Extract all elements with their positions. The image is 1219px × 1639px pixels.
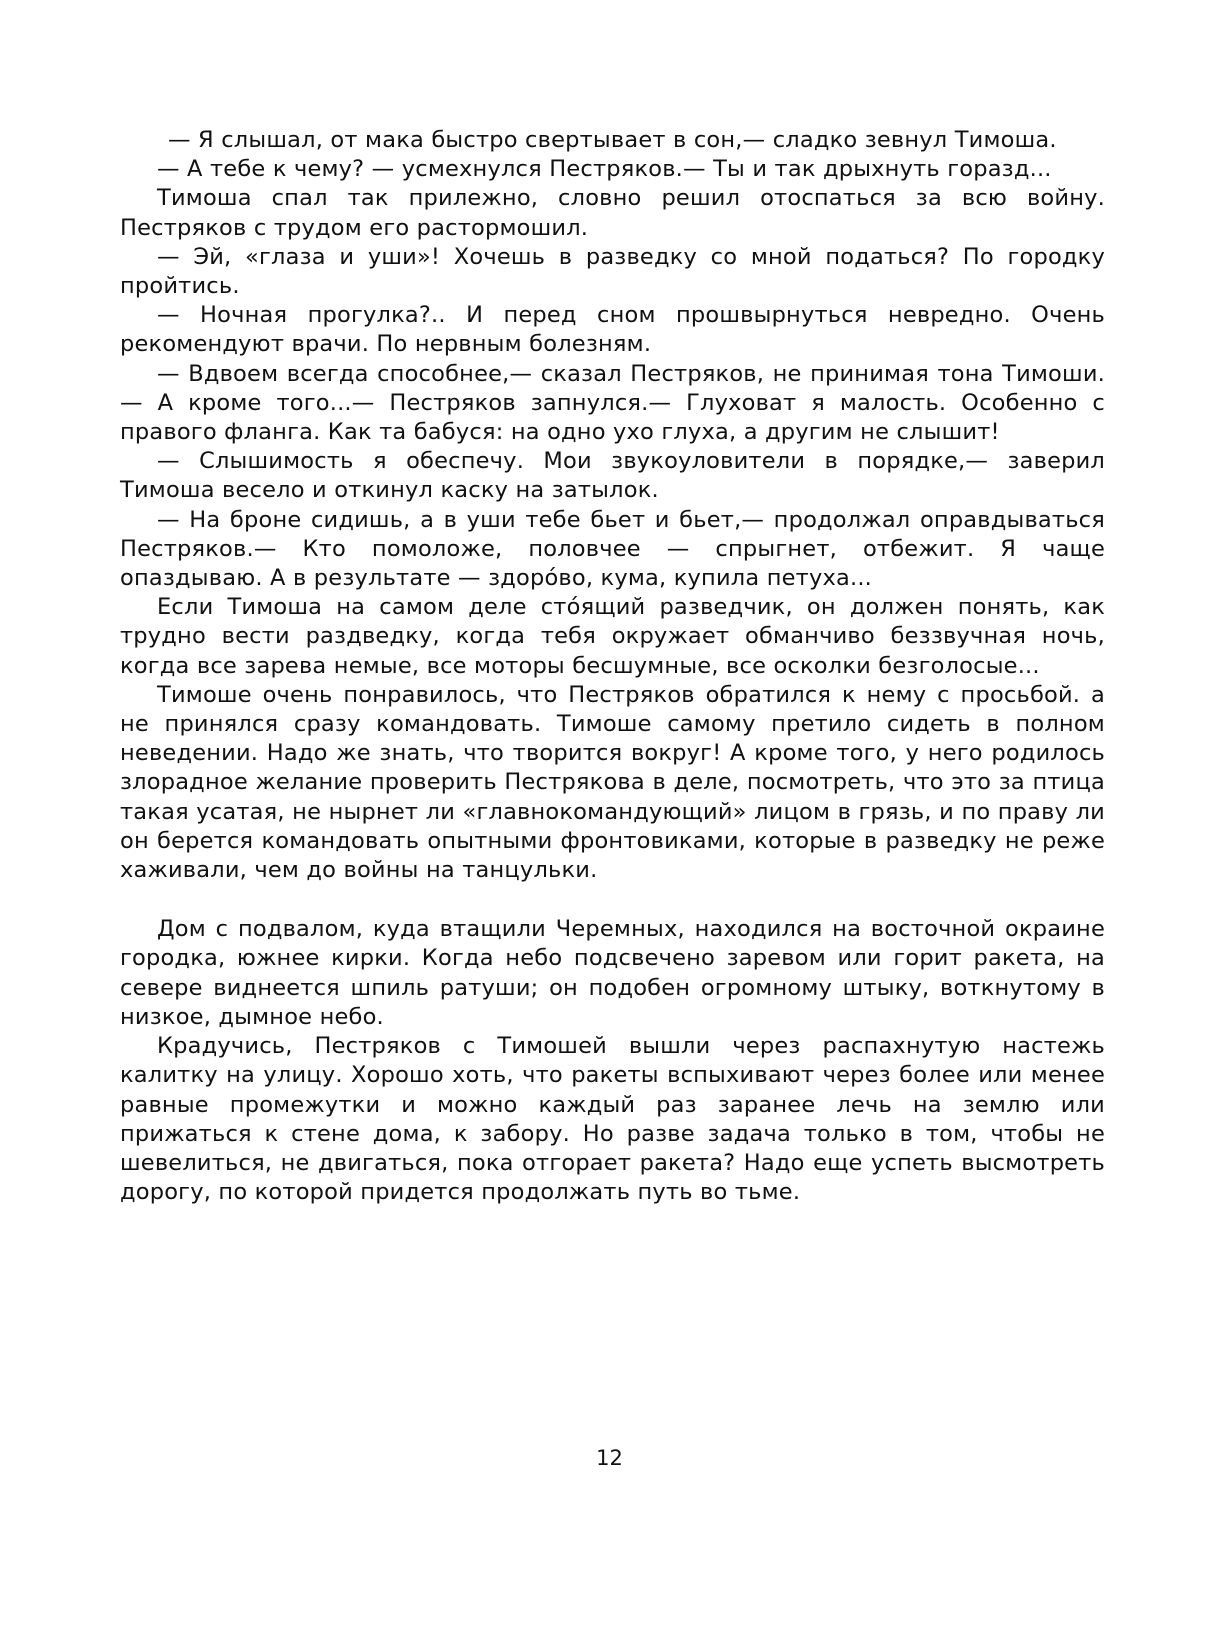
paragraph: Если Тимоша на самом деле сто́ящий разведчик, он должен понять, как трудно вести раздведку, когда тебя окружает обманчиво беззвучная ночь, когда все зарева немые, все моторы бесшумные, все осколки безголосые... xyxy=(120,594,1105,679)
paragraph: Дом с подвалом, куда втащили Черемных, находился на восточной окраине городка, южнее кирки. Когда небо подсвечено заревом или горит ракета, на севере виднеется шпиль ратуши; он подобен огромному штыку, воткнутому в низкое, дымное небо. xyxy=(120,916,1105,1030)
paragraph: — Эй, «глаза и уши»! Хочешь в разведку со мной податься? По городку пройтись. xyxy=(120,243,1105,300)
paragraph: — На броне сидишь, а в уши тебе бьет и бьет,— продолжал оправдываться Пестряков.— Кто помоложе, половчее — спрыгнет, отбежит. Я чаще опаздываю. А в результате — здоро́во, кума, купила петуха... xyxy=(120,506,1105,592)
paragraph: — Я слышал, от мака быстро свертывает в сон,— сладко зевнул Тимоша. xyxy=(168,127,1057,153)
paragraph: — Слышимость я обеспечу. Мои звукоуловители в порядке,— заверил Тимоша весело и откинул каску на затылок. xyxy=(120,448,1105,504)
paragraph: — А тебе к чему? — усмехнулся Пестряков.— Ты и так дрыхнуть горазд... xyxy=(157,156,1052,183)
page-body xyxy=(120,126,1105,1207)
paragraph: Крадучись, Пестряков с Тимошей вышли через распахнутую настежь калитку на улицу. Хорошо хоть, что ракеты вспыхивают через более или менее равные промежутки и можно каждый раз заранее лечь на землю или прижаться к стене дома, к забору. Но разве задача только в том, чтобы не шевелиться, не двигаться, пока отгорает ракета? Надо еще успеть высмотреть дорогу, по которой придется продолжать путь во тьме. xyxy=(120,1033,1105,1206)
paragraph: Тимоша спал так прилежно, словно решил отоспаться за всю войну. Пестряков с трудом его растормошил. xyxy=(120,185,1105,241)
page-number: 12 xyxy=(596,1446,623,1470)
section-break xyxy=(120,885,1105,915)
paragraph: — Вдвоем всегда способнее,— сказал Пестряков, не принимая тона Тимоши.— А кроме того...— Пестряков запнулся.— Глуховат я малость. Особенно с правого фланга. Как та бабуся: на одно ухо глуха, а другим не слышит! xyxy=(120,360,1105,446)
paragraph: — Ночная прогулка?.. И перед сном прошвырнуться невредно. Очень рекомендуют врачи. По нервным болезням. xyxy=(120,302,1105,358)
paragraph: Тимоше очень понравилось, что Пестряков обратился к нему с просьбой. а не принялся сразу командовать. Тимоше самому претило сидеть в полном неведении. Надо же знать, что творится вокруг! А кроме того, у него родилось злорадное желание проверить Пестрякова в деле, посмотреть, что это за птица такая усатая, не нырнет ли «главнокомандующий» лицом в грязь, и по праву ли он берется командовать опытными фронтовиками, которые в разведку не реже хаживали, чем до войны на танцульки. xyxy=(120,681,1105,884)
